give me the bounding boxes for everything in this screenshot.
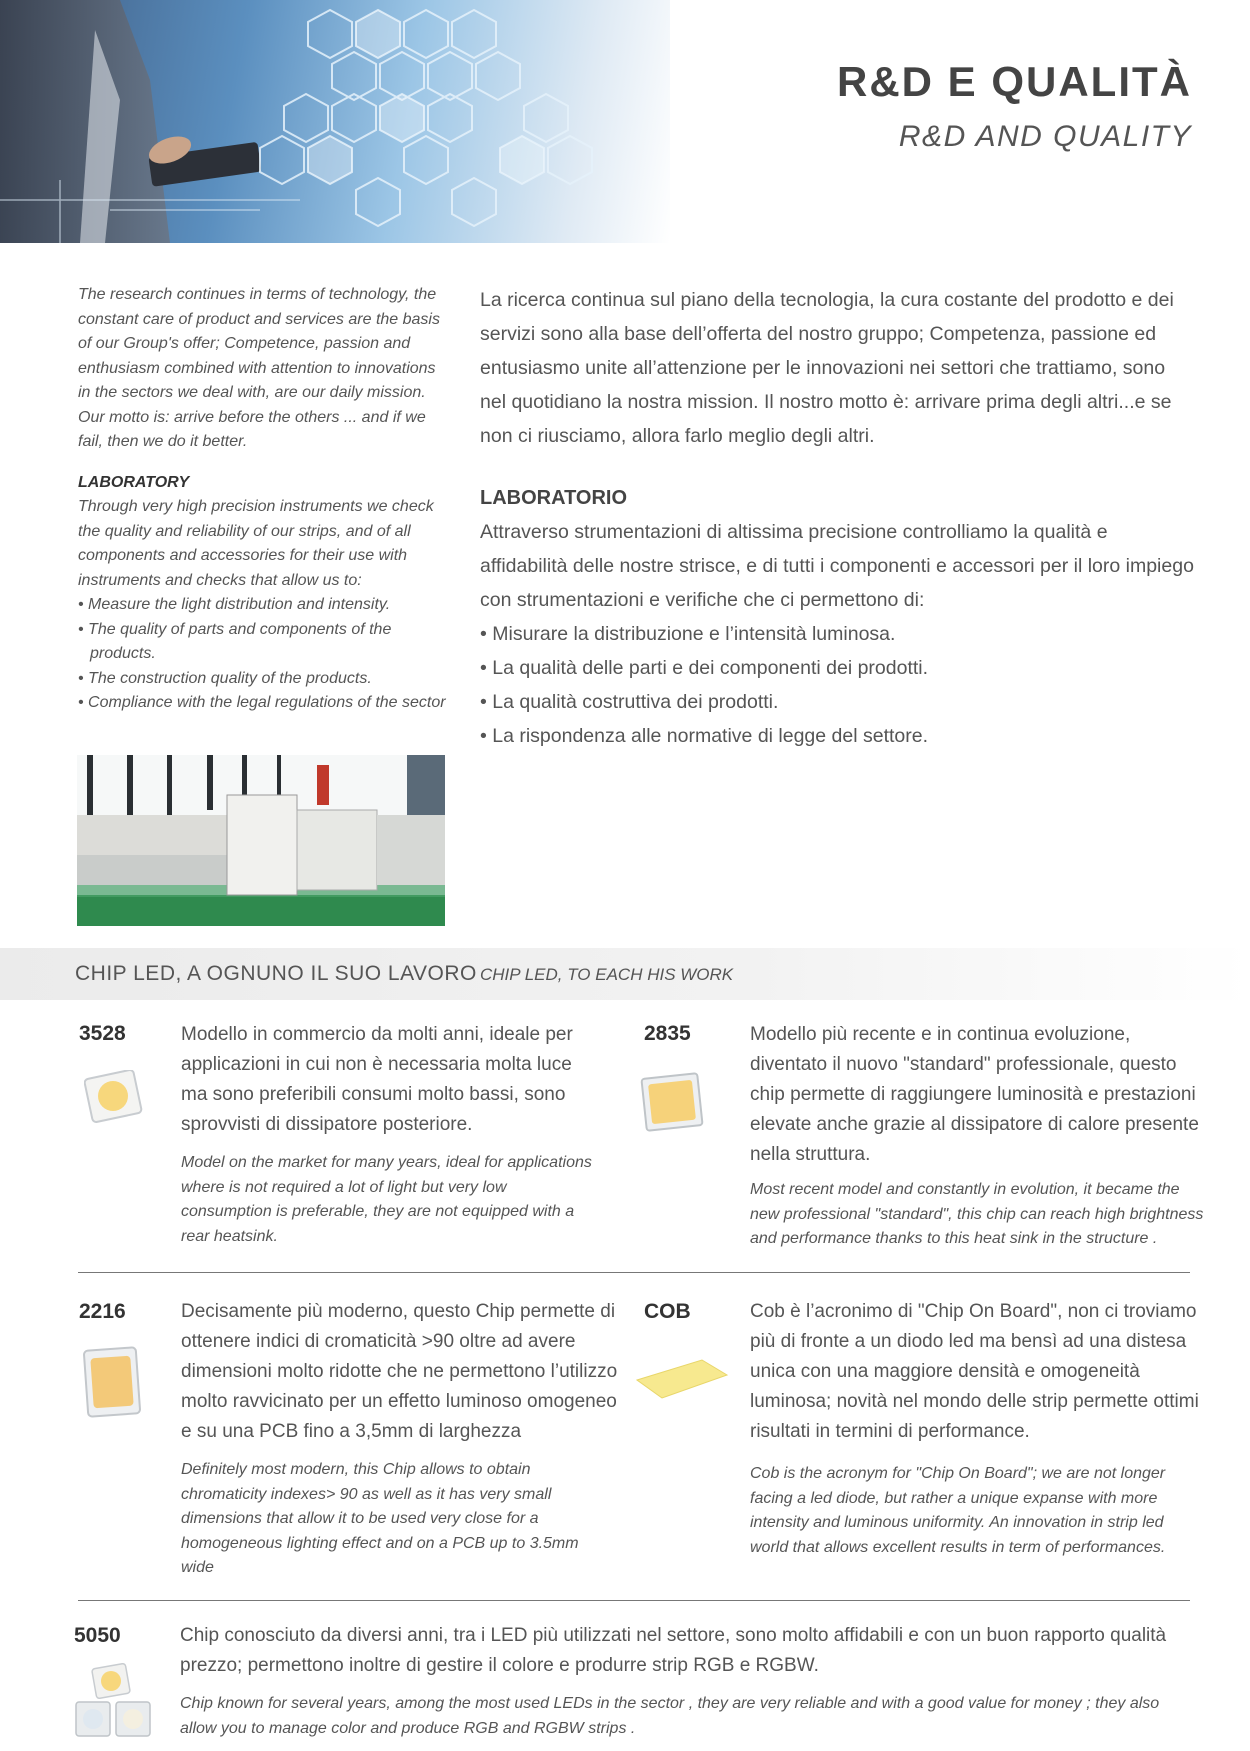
intro-italian-column: [480, 283, 1195, 753]
list-item: • The quality of parts and components of the products.: [78, 620, 392, 662]
chip-2835-icon: [640, 1070, 706, 1141]
list-item: • Compliance with the legal regulations of the sector: [78, 694, 446, 711]
chip-2216-icon: [80, 1345, 146, 1426]
chip-5050-desc-en: Chip known for several years, among the most used LEDs in the sector , they are very reliable and with a good value for money ; they also allow you to manage color and produce RGB and RGBW strips .: [180, 1695, 1160, 1737]
chip-code-5050: 5050: [74, 1624, 121, 1647]
chip-3528-desc-it: Modello in commercio da molti anni, ideale per applicazioni in cui non è necessaria molta luce ma sono preferibili consumi molto bassi, sono sprovvisti di dissipatore posteriore.: [181, 1024, 573, 1135]
chip-3528-desc-en: Model on the market for many years, ideal for applications where is not required a lot of light but very low consumption is preferable, they are not equipped with a rear heatsink.: [181, 1154, 592, 1245]
laboratory-list-en: [78, 593, 448, 716]
page-subtitle: R&D AND QUALITY: [898, 120, 1192, 153]
chip-2216-desc-en: Definitely most modern, this Chip allows to obtain chromaticity indexes> 90 as well as it has very small dimensions that allow it to be used very close for a homogeneous lighting effect and on a PCB up to 3.5mm wide: [181, 1461, 579, 1576]
chip-cob-icon: [632, 1350, 732, 1410]
list-item: • La qualità costruttiva dei prodotti.: [480, 691, 779, 713]
chip-code-2835: 2835: [644, 1022, 691, 1045]
chip-cob-desc-it: Cob è l’acronimo di "Chip On Board", non ci troviamo più di fronte a un diodo led ma bensì ad una distesa unica con una maggiore densità e omogeneità luminosa; novità nel mondo delle strip permette ottimi risultati in termini di performance.: [750, 1301, 1199, 1442]
laboratory-text-it: Attraverso strumentazioni di altissima precisione controlliamo la qualità e affidabilità delle nostre strisce, e di tutti i componenti e accessori per il loro impiego con strumentazioni e verifiche che ci permettono di:: [480, 521, 1194, 611]
list-item: • Measure the light distribution and intensity.: [78, 596, 391, 613]
chip-3528-icon: [84, 1070, 144, 1130]
divider: [78, 1272, 1190, 1273]
section-title-it: CHIP LED, A OGNUNO IL SUO LAVORO: [75, 962, 477, 985]
chip-code-3528: 3528: [79, 1022, 126, 1045]
list-item: • Misurare la distribuzione e l’intensità luminosa.: [480, 623, 896, 645]
intro-english-column: [78, 283, 448, 716]
laboratory-text-en: Through very high precision instruments we check the quality and reliability of our strips, and of all components and accessories for their use with instruments and checks that allow us to:: [78, 498, 434, 589]
chip-2835-desc-en: Most recent model and constantly in evolution, it became the new professional "standard", this chip can reach high brightness and performance thanks to this heat sink in the structure .: [750, 1181, 1204, 1247]
hero-image: [0, 0, 670, 243]
section-title-en: CHIP LED, TO EACH HIS WORK: [480, 965, 734, 984]
laboratory-heading-en: LABORATORY: [78, 473, 190, 491]
chip-2216-desc-it: Decisamente più moderno, questo Chip permette di ottenere indici di cromaticità >90 oltre ad avere dimensioni molto ridotte che ne permettono l’utilizzo molto ravvicinato per un effetto luminoso omogeneo e su una PCB fino a 3,5mm di larghezza: [181, 1301, 618, 1442]
list-item: • The construction quality of the products.: [78, 669, 372, 687]
chip-cob-desc-en: Cob is the acronym for "Chip On Board"; we are not longer facing a led diode, but rather a unique expanse with more intensity and luminous uniformity. An innovation in strip led world that allows excellent results in term of performances.: [750, 1465, 1166, 1556]
divider: [78, 1600, 1190, 1601]
chip-2835-desc-it: Modello più recente e in continua evoluzione, diventato il nuovo "standard" professionale, questo chip permette di raggiungere luminosità e prestazioni elevate anche grazie al dissipatore di calore presente nella struttura.: [750, 1024, 1199, 1165]
page-title: R&D E QUALITÀ: [837, 58, 1192, 105]
hexagon-tech-graphic: [0, 0, 670, 243]
chip-code-cob: COB: [644, 1300, 691, 1323]
chip-5050-desc-it: Chip conosciuto da diversi anni, tra i LED più utilizzati nel settore, sono molto affidabili e con un buon rapporto qualità prezzo; permettono inoltre di gestire il colore e produrre strip RGB e RGBW.: [180, 1625, 1167, 1676]
laboratory-heading-it: LABORATORIO: [480, 487, 628, 509]
laboratory-list-it: [480, 617, 1195, 753]
intro-it-paragraph: La ricerca continua sul piano della tecnologia, la cura costante del prodotto e dei servizi sono alla base dell’offerta del nostro gruppo; Competenza, passione ed entusiasmo unite all’attenzione per le innovazioni nei settori che trattiamo, sono nel quotidiano la nostra mission. Il nostro motto è: arrivare prima degli altri...e se non ci riusciamo, allora farlo meglio degli altri.: [480, 289, 1174, 447]
laboratory-photo: [77, 755, 445, 926]
intro-en-paragraph: The research continues in terms of technology, the constant care of product and services are the basis of our Group's offer; Competence, passion and enthusiasm combined with attention to innovations in the sectors we deal with, are our daily mission. Our motto is: arrive before the others ... and if we fail, then we do it better.: [78, 286, 440, 450]
list-item: • La qualità delle parti e dei componenti dei prodotti.: [480, 657, 929, 679]
list-item: • La rispondenza alle normative di legge del settore.: [480, 725, 929, 747]
chip-5050-icon: [72, 1662, 162, 1751]
chip-code-2216: 2216: [79, 1300, 126, 1323]
